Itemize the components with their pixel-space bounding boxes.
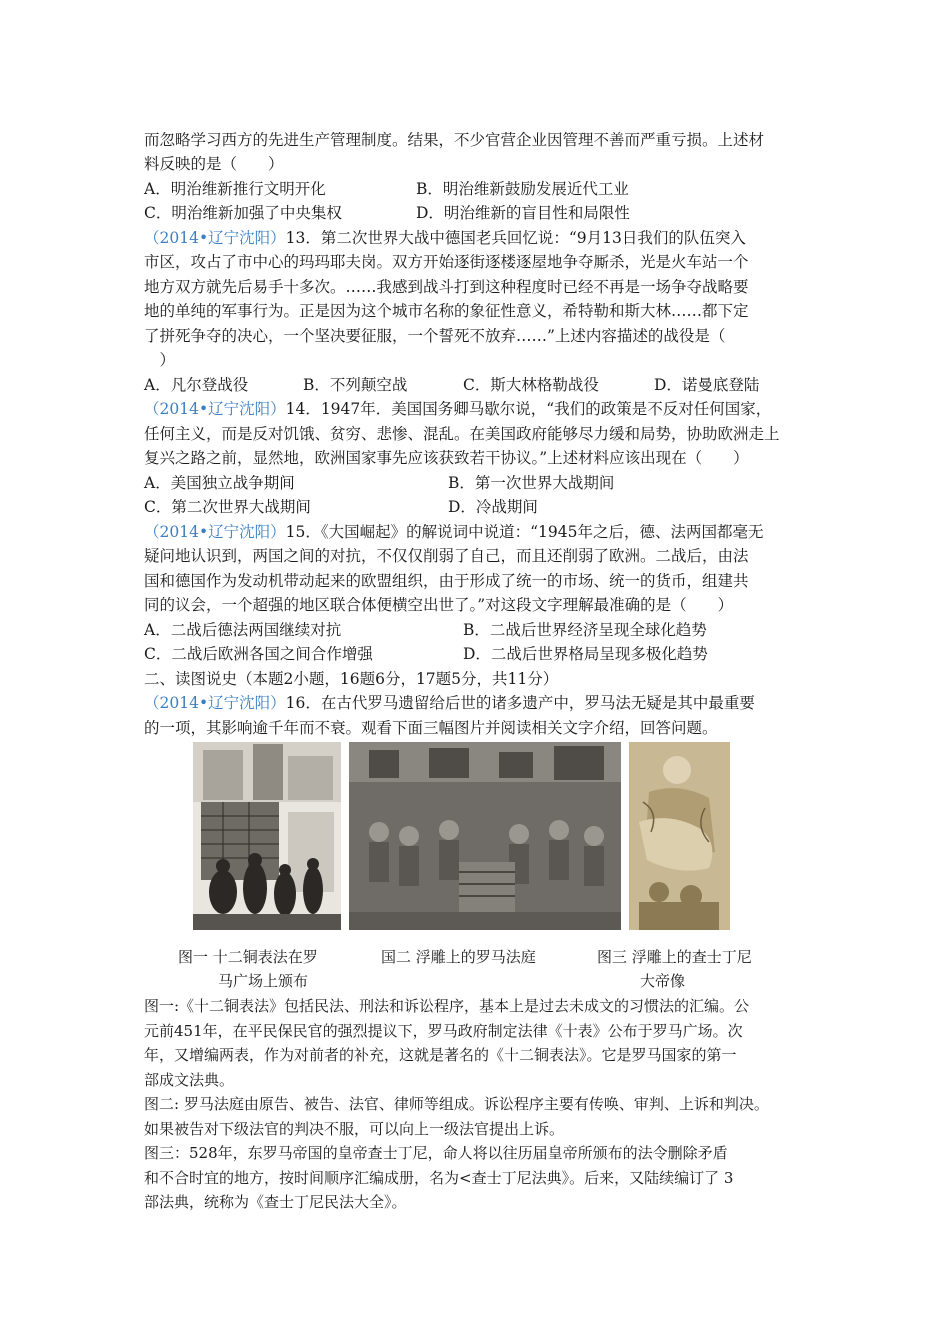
figure-1-caption: 图一 十二铜表法在罗 <box>178 948 318 966</box>
q15-option-b[interactable]: B．二战后世界经济呈现全球化趋势 <box>463 621 707 639</box>
q16-text-line: 的一项，其影响逾千年而不衰。观看下面三幅图片并阅读相关文字介绍，回答问题。 <box>144 719 718 737</box>
q12-text-line: 而忽略学习西方的先进生产管理制度。结果，不少官营企业因管理不善而严重亏损。上述材 <box>144 131 765 149</box>
figure-1-engraving <box>193 742 341 930</box>
q15-text-line: 国和德国作为发动机带动起来的欧盟组织，由于形成了统一的市场、统一的货币，组建共 <box>144 572 749 590</box>
q15-source: （2014•辽宁沈阳） <box>144 523 286 541</box>
q15-option-c[interactable]: C．二战后欧洲各国之间合作增强 <box>144 645 373 663</box>
q12-option-d[interactable]: D．明治维新的盲目性和局限性 <box>416 204 630 222</box>
section-heading: 二、读图说史（本题2小题，16题6分，17题5分，共11分） <box>144 670 559 688</box>
q15-option-a[interactable]: A．二战后德法两国继续对抗 <box>144 621 342 639</box>
figure-3-caption: 图三 浮雕上的查士丁尼 <box>597 948 752 966</box>
q14-source: （2014•辽宁沈阳） <box>144 400 286 418</box>
q14-option-c[interactable]: C．第二次世界大战期间 <box>144 498 311 516</box>
q13-first-line: （2014•辽宁沈阳）13．第二次世界大战中德国老兵回忆说：“9月13日我们的队伍突入 <box>144 229 746 247</box>
q16-source: （2014•辽宁沈阳） <box>144 694 286 712</box>
q14-text-line: 任何主义，而是反对饥饿、贫穷、悲惨、混乱。在美国政府能够尽力缓和局势，协助欧洲走上 <box>144 425 780 443</box>
q13-text-line: 市区，攻占了市中心的玛玛耶夫岗。双方开始逐街逐楼逐屋地争夺厮杀，光是火车站一个 <box>144 253 749 271</box>
q13-option-b[interactable]: B．不列颠空战 <box>303 376 408 394</box>
figure-2-relief <box>349 742 621 930</box>
q12-text-line: 料反映的是（ ） <box>144 155 284 173</box>
q16-first-line: （2014•辽宁沈阳）16．在古代罗马遗留给后世的诸多遗产中，罗马法无疑是其中最重要 <box>144 694 755 712</box>
explanation-line: 年，又增编两表，作为对前者的补充，这就是著名的《十二铜表法》。它是罗马国家的第一 <box>144 1046 737 1064</box>
q13-option-d[interactable]: D．诺曼底登陆 <box>654 376 760 394</box>
q13-option-c[interactable]: C．斯大林格勒战役 <box>463 376 599 394</box>
q14-option-a[interactable]: A．美国独立战争期间 <box>144 474 295 492</box>
explanation-line: 和不合时宜的地方，按时间顺序汇编成册，名为<查士丁尼法典》。后来，又陆续编订了 3 <box>144 1169 734 1187</box>
figure-2-caption: 国二 浮雕上的罗马法庭 <box>381 948 536 966</box>
q15-first-line: （2014•辽宁沈阳）15．《大国崛起》的解说词中说道：“1945年之后，德、法两国都毫无 <box>144 523 764 541</box>
explanation-line: 图三：528年，东罗马帝国的皇帝查士丁尼，命人将以往历届皇帝所颁布的法令删除矛盾 <box>144 1144 728 1162</box>
q12-option-b[interactable]: B．明治维新鼓励发展近代工业 <box>416 180 629 198</box>
q13-text-line: 地方双方就先后易手十多次。……我感到战斗打到这种程度时已经不再是一场争夺战略要 <box>144 278 749 296</box>
figure-3-ivory-relief <box>629 742 730 930</box>
q13-text-line: 了拼死争夺的决心，一个坚决要征服，一个誓死不放弃……”上述内容描述的战役是（ <box>144 327 726 345</box>
q14-first-line: （2014•辽宁沈阳）14．1947年．美国国务卿马歇尔说，“我们的政策是不反对任何国家， <box>144 400 772 418</box>
explanation-line: 图一:《十二铜表法》包括民法、刑法和诉讼程序，基本上是过去未成文的习惯法的汇编。公 <box>144 997 750 1015</box>
q12-option-a[interactable]: A．明治维新推行文明开化 <box>144 180 326 198</box>
q14-option-b[interactable]: B．第一次世界大战期间 <box>448 474 615 492</box>
figure-1-caption-cont: 马广场上颁布 <box>218 972 309 990</box>
q15-text-line: 同的议会，一个超强的地区联合体便横空出世了。”对这段文字理解最准确的是（ ） <box>144 596 734 614</box>
q12-option-c[interactable]: C．明治维新加强了中央集权 <box>144 204 342 222</box>
q13-text-line: 地的单纯的军事行为。正是因为这个城市名称的象征性意义，希特勒和斯大林……都下定 <box>144 302 749 320</box>
q14-option-d[interactable]: D．冷战期间 <box>448 498 538 516</box>
explanation-line: 图二: 罗马法庭由原告、被告、法官、律师等组成。诉讼程序主要有传唤、审判、上诉和判决。 <box>144 1095 769 1113</box>
q13-source: （2014•辽宁沈阳） <box>144 229 286 247</box>
explanation-line: 部成文法典。 <box>144 1071 235 1089</box>
q15-option-d[interactable]: D．二战后世界格局呈现多极化趋势 <box>463 645 708 663</box>
q13-option-a[interactable]: A．凡尔登战役 <box>144 376 249 394</box>
explanation-line: 如果被告对下级法官的判决不服，可以向上一级法官提出上诉。 <box>144 1120 565 1138</box>
figure-3-caption-cont: 大帝像 <box>640 972 686 990</box>
q15-text-line: 疑问地认识到，两国之间的对抗，不仅仅削弱了自己，而且还削弱了欧洲。二战后，由法 <box>144 547 749 565</box>
q14-text-line: 复兴之路之前，显然地，欧洲国家事先应该获致若干协议。”上述材料应该出现在（ ） <box>144 449 749 467</box>
explanation-line: 部法典，统称为《查士丁尼民法大全》。 <box>144 1193 407 1211</box>
q13-text-line: ） <box>144 351 176 369</box>
explanation-line: 元前451年，在平民保民官的强烈提议下，罗马政府制定法律《十表》公布于罗马广场。次 <box>144 1022 743 1040</box>
